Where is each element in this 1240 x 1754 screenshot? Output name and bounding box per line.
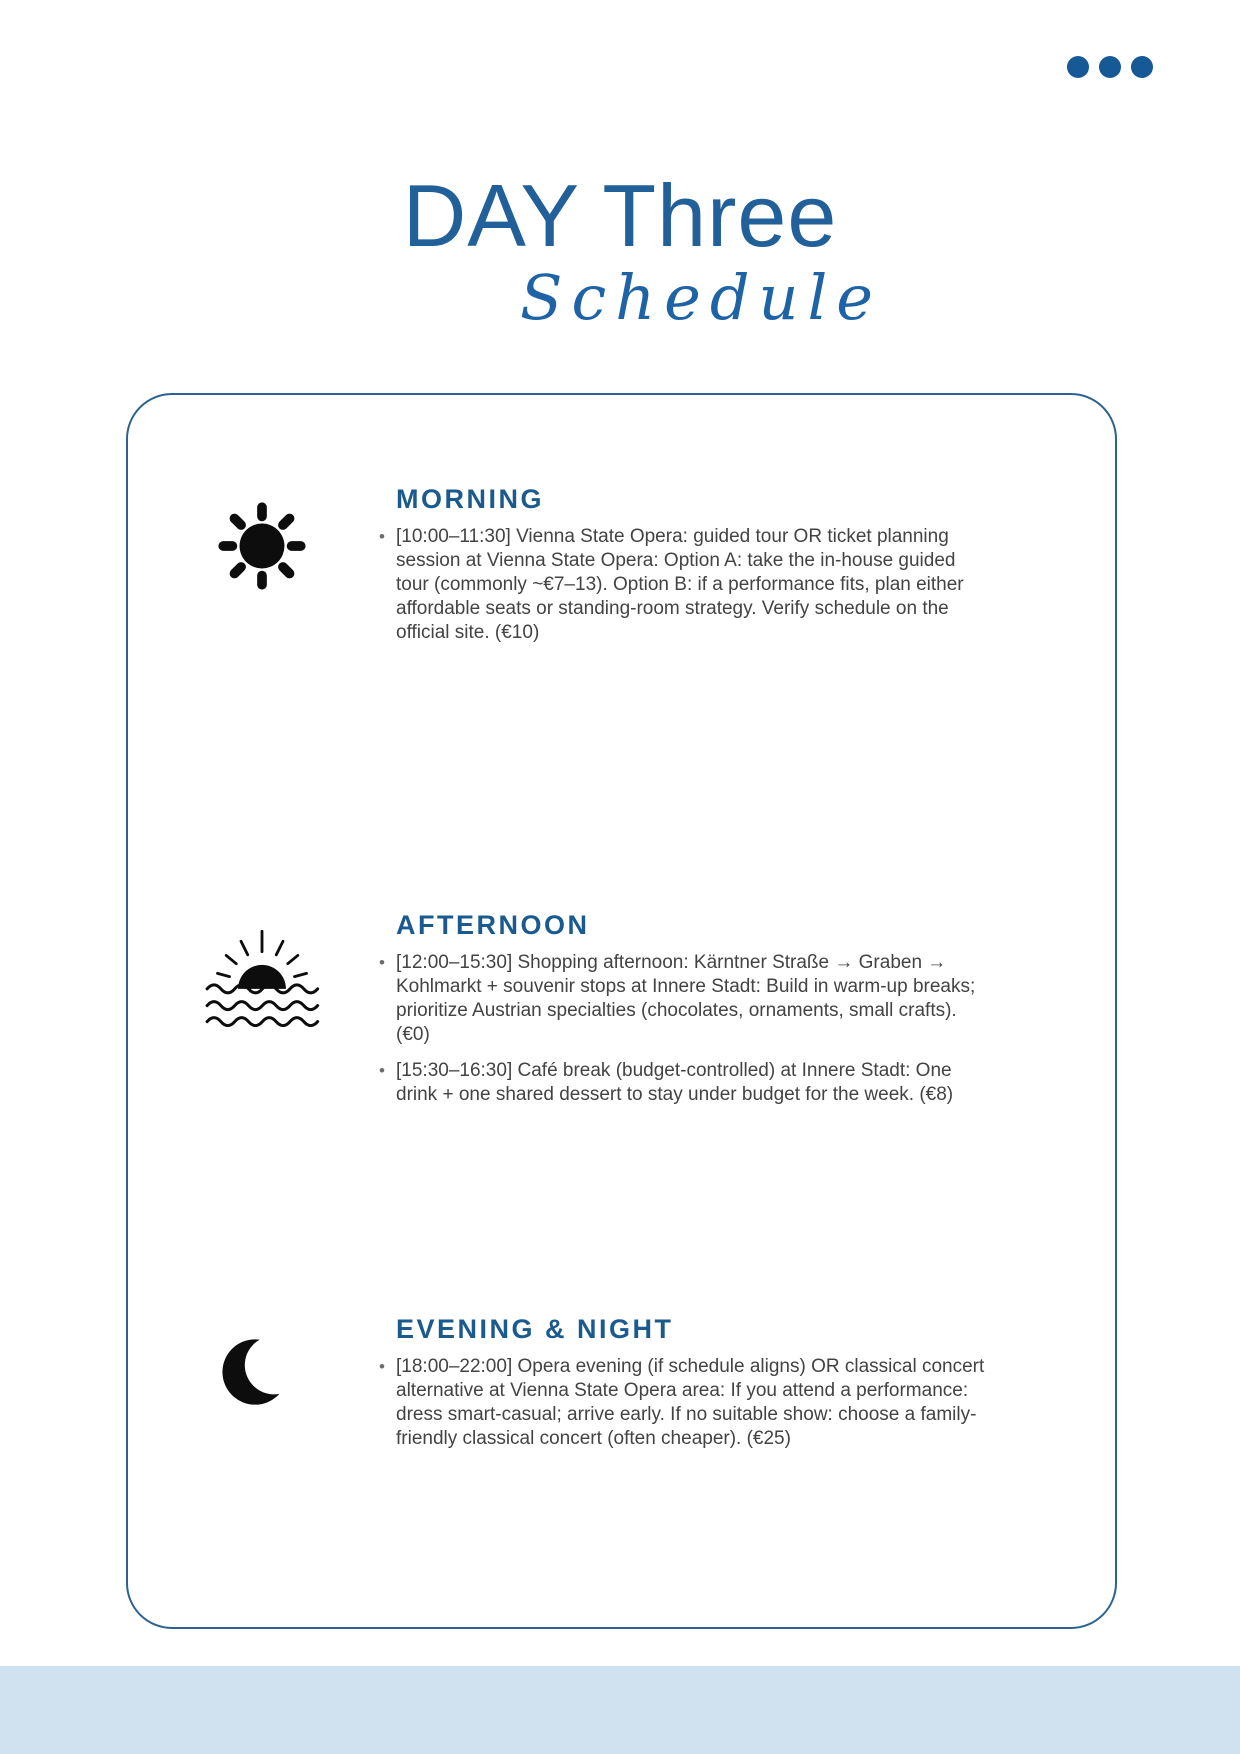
schedule-card bbox=[126, 393, 1117, 1629]
dot-icon bbox=[1099, 56, 1121, 78]
section-heading-afternoon: AFTERNOON bbox=[396, 910, 590, 940]
bullet-item: • [18:00–22:00] Opera evening (if schedule aligns) OR classical concert alternative at Vienna State Opera area: If you attend a performance: dress smart-casual; arrive early. If no suitable show: choose a family-friendly classical concert (often cheaper). (€25) bbox=[396, 1355, 988, 1451]
afternoon-icon-column bbox=[128, 909, 396, 1027]
evening-text-column bbox=[396, 1313, 988, 1463]
page-subtitle: Schedule bbox=[520, 261, 882, 334]
morning-icon-column bbox=[128, 483, 396, 597]
section-morning bbox=[128, 483, 1115, 657]
decoration-dots bbox=[1067, 56, 1153, 78]
evening-bullet-list bbox=[396, 1355, 988, 1451]
dot-icon bbox=[1067, 56, 1089, 78]
afternoon-bullet-list bbox=[396, 951, 988, 1107]
section-heading-evening: EVENING & NIGHT bbox=[396, 1314, 674, 1344]
moon-icon bbox=[219, 1329, 305, 1415]
morning-bullet-list bbox=[396, 525, 988, 645]
afternoon-text-column bbox=[396, 909, 988, 1119]
sunset-icon bbox=[200, 917, 324, 1027]
section-afternoon bbox=[128, 909, 1115, 1119]
dot-icon bbox=[1131, 56, 1153, 78]
sun-icon bbox=[211, 495, 313, 597]
bullet-item: • [10:00–11:30] Vienna State Opera: guided tour OR ticket planning session at Vienna State Opera: Option A: take the in-house guided tour (commonly ~€7–13). Option B: if a performance fits, plan either affordable seats or standing-room strategy. Verify schedule on the official site. (€10) bbox=[396, 525, 988, 645]
bullet-item: • [15:30–16:30] Café break (budget-controlled) at Innere Stadt: One drink + one shared dessert to stay under budget for the week. (€8) bbox=[396, 1059, 988, 1107]
section-heading-morning: MORNING bbox=[396, 484, 544, 514]
morning-text-column bbox=[396, 483, 988, 657]
section-evening bbox=[128, 1313, 1115, 1463]
footer-band bbox=[0, 1666, 1240, 1754]
bullet-item: • [12:00–15:30] Shopping afternoon: Kärntner Straße → Graben → Kohlmarkt + souvenir stops at Innere Stadt: Build in warm-up breaks; prioritize Austrian specialties (chocolates, ornaments, small crafts). (€0) bbox=[396, 951, 988, 1047]
page-title: DAY Three bbox=[402, 166, 838, 265]
evening-icon-column bbox=[128, 1313, 396, 1415]
